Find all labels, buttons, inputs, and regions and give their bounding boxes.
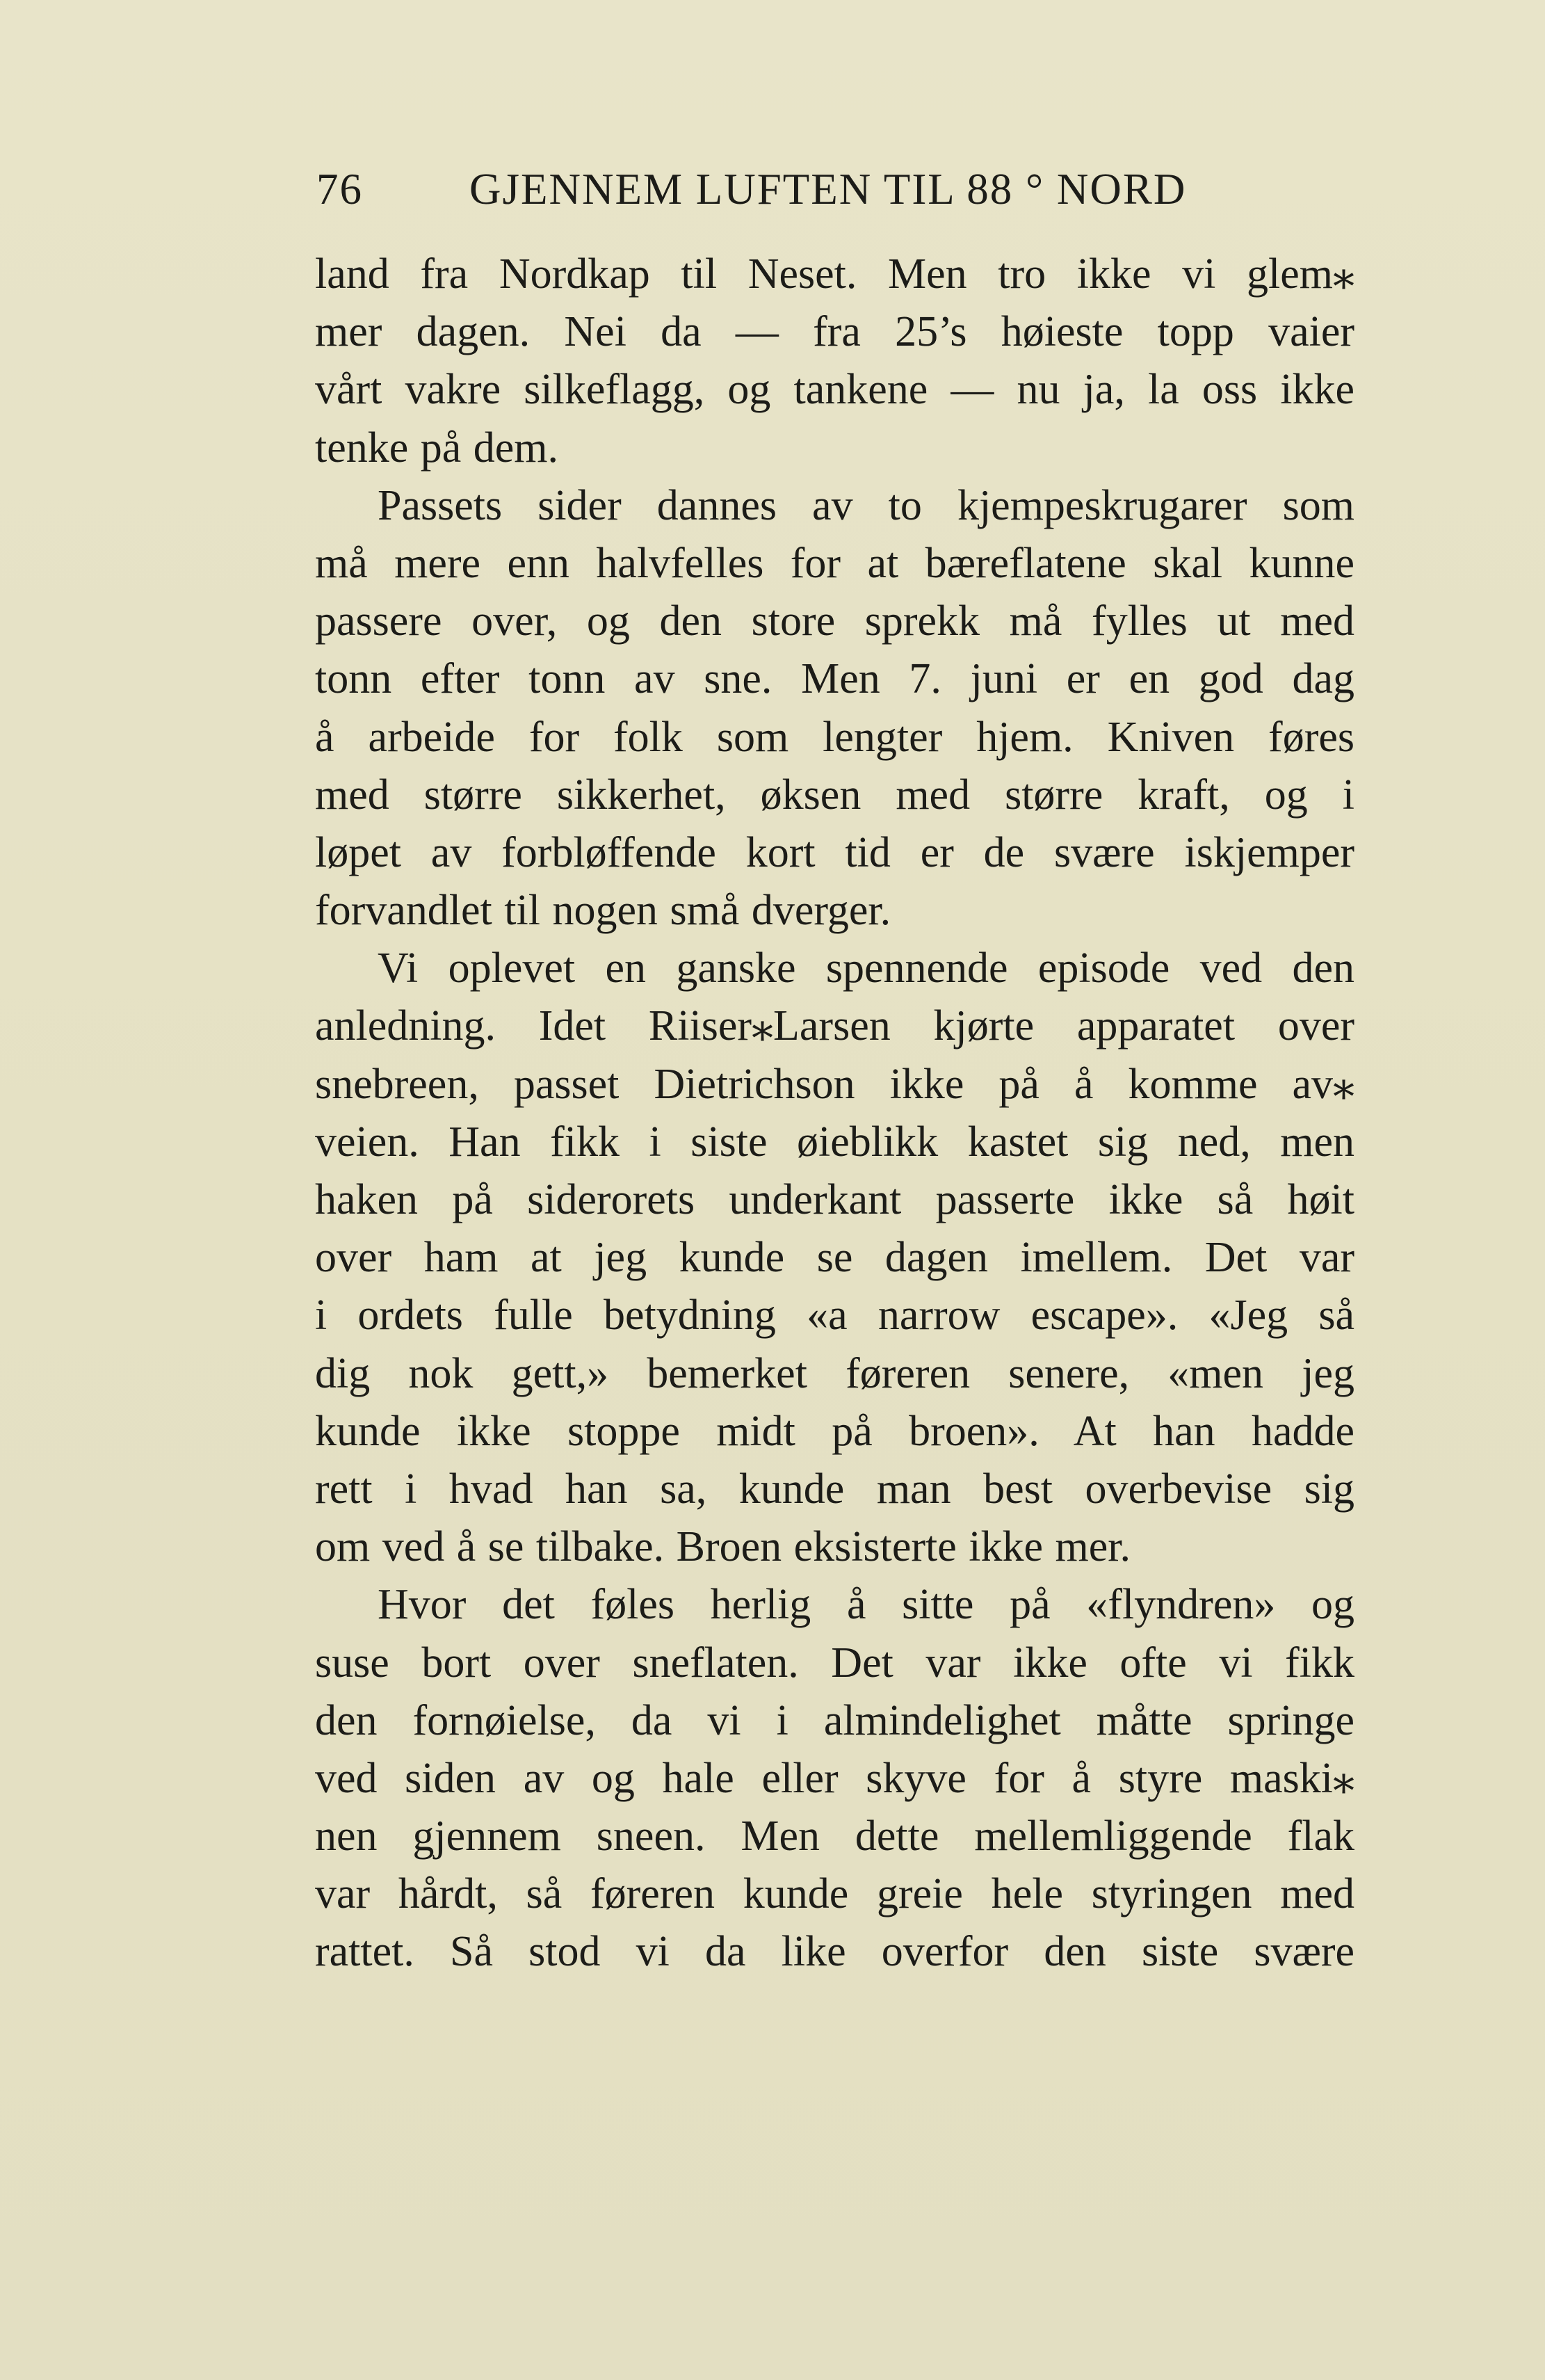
text-line: dig nok gett,» bemerket føreren senere, «men jeg (315, 1349, 1354, 1397)
text-line: Vi oplevet en ganske spennende episode ved den (378, 944, 1354, 992)
text-line: haken på siderorets underkant passerte ikke så høit (315, 1176, 1354, 1223)
text-line: mer dagen. Nei da — fra 25’s høieste topp vaier (315, 308, 1354, 356)
text-line: var hårdt, så føreren kunde greie hele styringen med (315, 1870, 1354, 1918)
text-line: løpet av forbløffende kort tid er de svære iskjemper (315, 828, 1354, 876)
body-text (315, 246, 1354, 1981)
text-line: forvandlet til nogen små dverger. (315, 887, 891, 935)
text-line: land fra Nordkap til Neset. Men tro ikke vi glem⁎ (315, 250, 1354, 298)
text-line: Passets sider dannes av to kjempeskrugarer som (378, 481, 1354, 529)
text-line: suse bort over sneflaten. Det var ikke ofte vi fikk (315, 1639, 1354, 1687)
text-line: om ved å se tilbake. Broen eksisterte ikke mer. (315, 1523, 1131, 1571)
running-header (316, 161, 1359, 217)
text-line: å arbeide for folk som lengter hjem. Kniven føres (315, 713, 1354, 761)
text-line: tenke på dem. (315, 424, 559, 472)
text-line: snebreen, passet Dietrichson ikke på å komme av⁎ (315, 1060, 1354, 1108)
running-title: GJENNEM LUFTEN TIL 88 ° NORD (469, 165, 1187, 214)
text-line: ved siden av og hale eller skyve for å styre maski⁎ (315, 1754, 1354, 1802)
text-line: den fornøielse, da vi i almindelighet måtte springe (315, 1696, 1354, 1744)
text-line: med større sikkerhet, øksen med større kraft, og i (315, 771, 1354, 819)
paragraph (315, 477, 1354, 940)
text-line: i ordets fulle betydning «a narrow escape». «Jeg så (315, 1292, 1354, 1340)
paragraph (315, 246, 1354, 477)
text-line: nen gjennem sneen. Men dette mellemliggende flak (315, 1812, 1354, 1860)
paragraph (315, 940, 1354, 1576)
paragraph (315, 1576, 1354, 1981)
text-line: kunde ikke stoppe midt på broen». At han hadde (315, 1407, 1354, 1455)
text-line: må mere enn halvfelles for at bæreflatene skal kunne (315, 539, 1354, 587)
text-line: Hvor det føles herlig å sitte på «flyndren» og (378, 1581, 1354, 1629)
text-line: rett i hvad han sa, kunde man best overbevise sig (315, 1465, 1354, 1513)
text-line: vårt vakre silkeflagg, og tankene — nu ja, la oss ikke (315, 366, 1354, 414)
text-line: over ham at jeg kunde se dagen imellem. Det var (315, 1234, 1354, 1282)
text-line: rattet. Så stod vi da like overfor den siste svære (315, 1928, 1354, 1976)
text-line: anledning. Idet Riiser⁎Larsen kjørte apparatet over (315, 1002, 1354, 1050)
text-line: veien. Han fikk i siste øieblikk kastet sig ned, men (315, 1118, 1354, 1166)
text-line: tonn efter tonn av sne. Men 7. juni er en god dag (315, 655, 1354, 703)
text-line: passere over, og den store sprekk må fylles ut med (315, 597, 1354, 645)
page-number: 76 (316, 165, 363, 214)
